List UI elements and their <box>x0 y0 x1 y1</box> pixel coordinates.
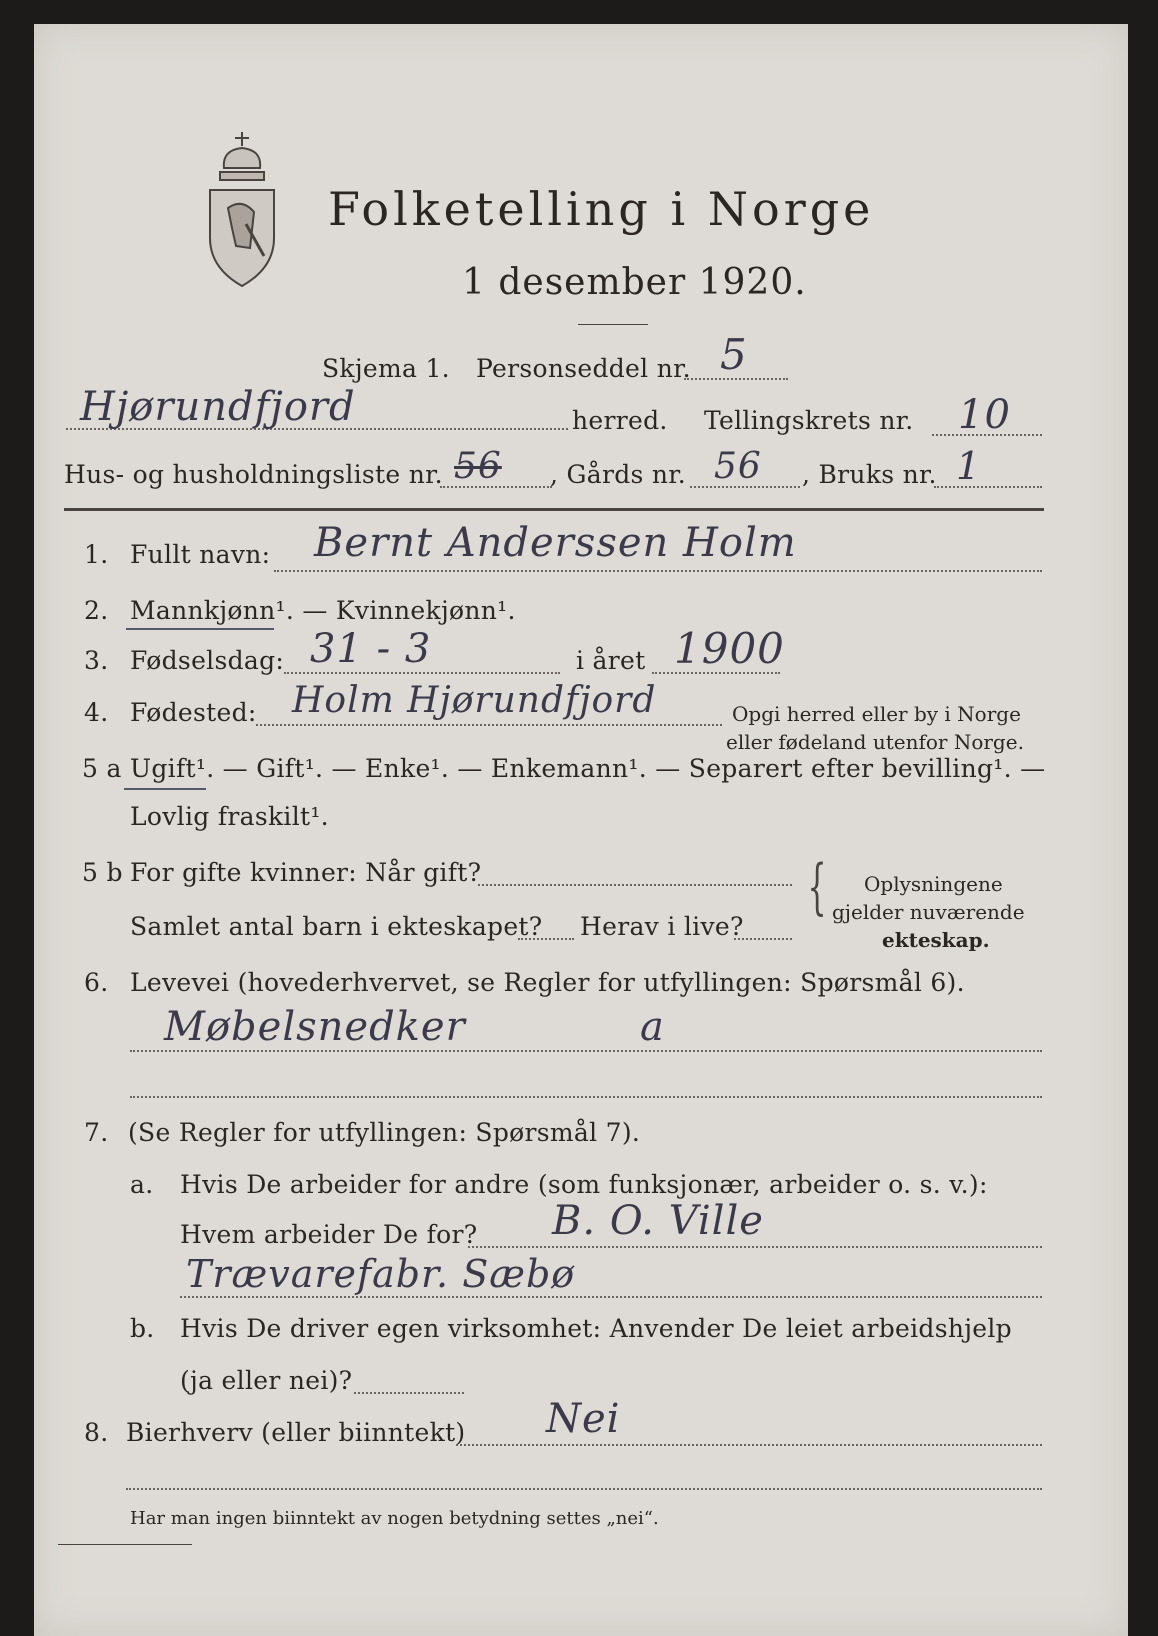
q5b-children-line <box>518 938 574 940</box>
q5b-children-label: Samlet antal barn i ekteskapet? <box>130 912 543 941</box>
q3-year-value: 1900 <box>674 624 785 673</box>
q5a-line1: Ugift¹. — Gift¹. — Enke¹. — Enkemann¹. — Separert efter bevilling¹. — <box>130 754 1046 783</box>
q6-label: Levevei (hovederhvervet, se Regler for utfyllingen: Spørsmål 6). <box>130 968 965 997</box>
q5b-line1: For gifte kvinner: Når gift? <box>130 858 482 887</box>
q5b-alive-line <box>734 938 792 940</box>
hus-label: Hus- og husholdningsliste nr. <box>64 460 443 489</box>
q2-label: Mannkjønn¹. — Kvinnekjønn¹. <box>130 596 516 625</box>
q7a-line2 <box>180 1296 1042 1298</box>
census-form <box>34 24 1128 1636</box>
norway-coat-of-arms-icon <box>202 128 282 292</box>
q1-number: 1. <box>84 540 109 569</box>
q7a-label: Hvis De arbeider for andre (som funksjonær, arbeider o. s. v.): <box>180 1170 988 1199</box>
header-rule <box>64 508 1044 511</box>
q6-value-mark: a <box>640 1004 665 1050</box>
gards-label: , Gårds nr. <box>550 460 687 489</box>
q8-value: Nei <box>546 1396 621 1442</box>
title-divider <box>578 324 648 325</box>
q4-line <box>256 724 722 726</box>
q5b-note-line1: Oplysningene <box>864 872 1003 896</box>
q7-label: (Se Regler for utfyllingen: Spørsmål 7). <box>128 1118 641 1147</box>
footer-note: Har man ingen biinntekt av nogen betydning settes „nei“. <box>130 1508 659 1529</box>
q7b-label: Hvis De driver egen virksomhet: Anvender De leiet arbeidshjelp <box>180 1314 1012 1343</box>
q6-line1 <box>130 1050 1042 1052</box>
personseddel-label: Personseddel nr. <box>476 354 691 383</box>
q5a-number: 5 a <box>82 754 122 783</box>
q6-line2 <box>130 1096 1042 1098</box>
q7a-line1 <box>468 1246 1042 1248</box>
q5b-note-line2: gjelder nuværende <box>832 900 1025 924</box>
q7b-line <box>354 1392 464 1394</box>
skjema-label: Skjema 1. <box>322 354 450 383</box>
q4-number: 4. <box>84 698 109 727</box>
q7a-number: a. <box>130 1170 154 1199</box>
q7b-question: (ja eller nei)? <box>180 1366 353 1395</box>
q8-line1 <box>456 1444 1042 1446</box>
q7b-number: b. <box>130 1314 155 1343</box>
q5a-line2: Lovlig fraskilt¹. <box>130 802 329 831</box>
tellingskrets-label: Tellingskrets nr. <box>704 406 914 435</box>
gards-value: 56 <box>714 446 762 487</box>
page-title: Folketelling i Norge <box>328 182 875 236</box>
q4-note-line1: Opgi herred eller by i Norge <box>732 702 1021 726</box>
tellingskrets-value: 10 <box>958 392 1011 438</box>
bruks-value: 1 <box>956 444 982 488</box>
q7a-value1: B. O. Ville <box>552 1198 764 1244</box>
mannkjonn-underline <box>126 628 274 630</box>
q7a-question: Hvem arbeider De for? <box>180 1220 478 1249</box>
hus-value: 56 <box>454 446 502 487</box>
q2-number: 2. <box>84 596 109 625</box>
herred-label: herred. <box>572 406 668 435</box>
q8-label: Bierhverv (eller biinntekt) <box>126 1418 466 1447</box>
q1-line <box>274 570 1042 572</box>
q3-year-label: i året <box>576 646 646 675</box>
ugift-underline <box>124 788 206 790</box>
q5b-note-line3: ekteskap. <box>882 928 990 952</box>
q1-label: Fullt navn: <box>130 540 271 569</box>
bruks-line <box>934 486 1042 488</box>
q7-number: 7. <box>84 1118 109 1147</box>
q8-line2 <box>126 1488 1042 1490</box>
q5b-gift-line <box>478 884 792 886</box>
q5b-brace: { <box>807 852 827 922</box>
herred-value: Hjørundfjord <box>80 384 356 430</box>
q1-value: Bernt Anderssen Holm <box>314 520 797 566</box>
personseddel-value: 5 <box>720 330 748 379</box>
q3-label: Fødselsdag: <box>130 646 285 675</box>
q3-number: 3. <box>84 646 109 675</box>
q4-label: Fødested: <box>130 698 257 727</box>
q8-number: 8. <box>84 1418 109 1447</box>
census-date: 1 desember 1920. <box>462 262 807 303</box>
q6-value: Møbelsnedker <box>164 1004 466 1050</box>
q5b-alive-label: Herav i live? <box>580 912 744 941</box>
q3-day-line <box>284 672 560 674</box>
q5b-number: 5 b <box>82 858 123 887</box>
q4-value: Holm Hjørundfjord <box>292 680 657 721</box>
q7a-value2: Trævarefabr. Sæbø <box>186 1252 576 1296</box>
q6-number: 6. <box>84 968 109 997</box>
bruks-label: , Bruks nr. <box>802 460 937 489</box>
footer-rule <box>58 1544 192 1545</box>
q4-note-line2: eller fødeland utenfor Norge. <box>726 730 1024 754</box>
q3-value: 31 - 3 <box>310 626 432 672</box>
